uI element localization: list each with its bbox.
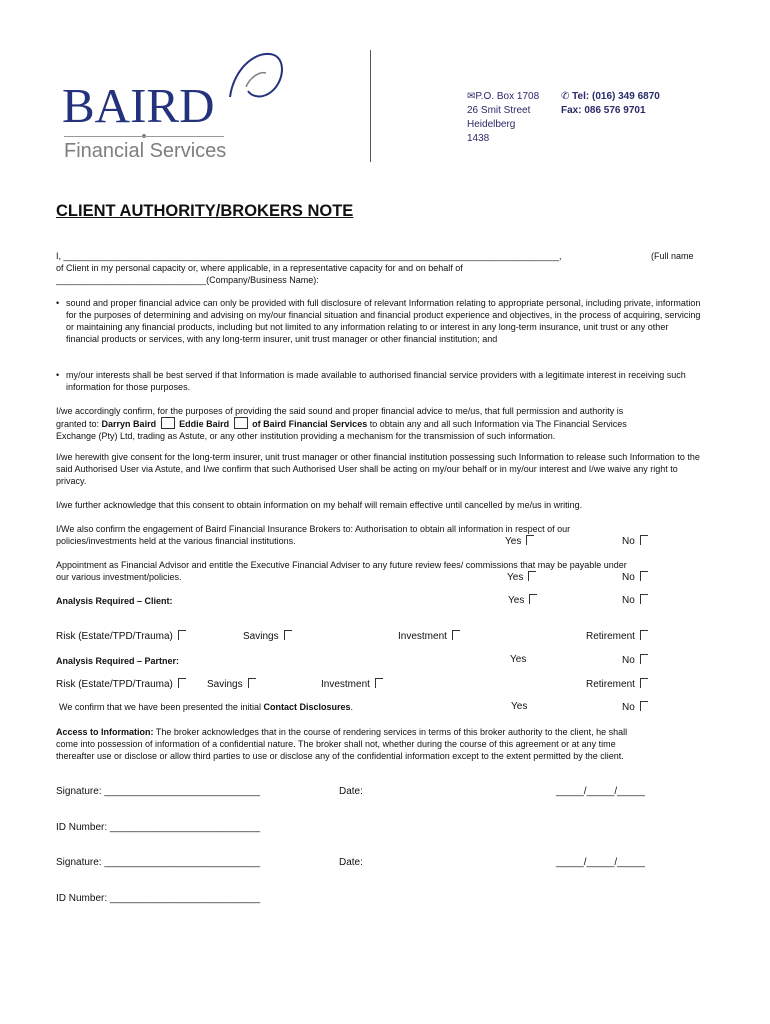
analysis-partner-no[interactable]: No: [622, 654, 648, 667]
checkbox-icon: [526, 535, 534, 545]
analysis-client-yes[interactable]: Yes: [508, 594, 537, 607]
disclosures-no[interactable]: No: [622, 701, 648, 714]
checkbox-icon: [528, 571, 536, 581]
fax: Fax: 086 576 9701: [561, 105, 646, 116]
bullet-2: • my/our interests shall be best served if that Information is made available to authorised financial service providers with a legitimate interest in receiving such information for those purposes.: [56, 370, 686, 392]
page-title: CLIENT AUTHORITY/BROKERS NOTE: [56, 202, 354, 220]
bullet-dot: •: [56, 298, 60, 308]
checkbox-icon: [452, 630, 460, 640]
darryn-baird: Darryn Baird: [101, 419, 157, 429]
engagement-yes[interactable]: Yes: [505, 535, 534, 548]
client-risk[interactable]: Risk (Estate/TPD/Trauma): [56, 630, 186, 643]
client-investment[interactable]: Investment: [398, 630, 460, 643]
logo-swirl-icon: [216, 47, 288, 109]
tel: ✆ Tel: (016) 349 6870: [561, 91, 660, 102]
intro-line-3: ______________________________(Company/Business Name):: [56, 275, 319, 285]
date-1-field[interactable]: _____/_____/_____: [556, 786, 645, 797]
checkbox-icon: [640, 701, 648, 711]
acknowledge-paragraph: I/we further acknowledge that this consent to obtain information on my behalf will remain effective until cancelled by me/us in writing.: [56, 500, 583, 510]
signature-1-field[interactable]: Signature: ____________________________: [56, 786, 261, 797]
partner-retirement[interactable]: Retirement: [586, 678, 648, 691]
appointment: Appointment as Financial Advisor and entitle the Executive Financial Adviser to any future review fees/ commissions that may be payable under our various investment/policies.: [56, 560, 627, 582]
access-info: Access to Information: The broker acknowledges that in the course of rendering services in terms of this broker authority to the client, he shall come into possession of information of a confidential nature. The broker shall not, whether during the course of this agreement or at any time thereafter use or disclose or allow third parties to use or disclose any of the confidential information except to the extent permitted by the client.: [56, 727, 628, 761]
darryn-checkbox[interactable]: [161, 417, 175, 429]
disclosures: We confirm that we have been presented the initial Contact Disclosures.: [59, 702, 354, 712]
analysis-partner-label: Analysis Required – Partner:: [56, 656, 180, 666]
date-2-field[interactable]: _____/_____/_____: [556, 857, 645, 868]
checkbox-icon: [284, 630, 292, 640]
checkbox-icon: [375, 678, 383, 688]
logo-subtitle: Financial Services: [64, 140, 227, 162]
analysis-partner-yes[interactable]: Yes: [510, 654, 527, 665]
bullet-1: • sound and proper financial advice can only be provided with full disclosure of relevant Information relating to appropriate personal, including private, information for the purposes of determining and advising on my/our financial situation and financial product experience and objectives, in the process of acquiring, servicing or maintaining any financial products, including but not limited to any information relating to or interest in any long-term insurance, unit trust or any other financial products or services, with any long-term insurer, unit trust manager or other financial institution; and: [56, 298, 701, 344]
checkbox-icon: [640, 594, 648, 604]
engagement-no[interactable]: No: [622, 535, 648, 548]
id-2-field[interactable]: ID Number: ___________________________: [56, 893, 261, 904]
disclosures-yes[interactable]: Yes: [511, 701, 528, 712]
checkbox-icon: [529, 594, 537, 604]
address-block: [467, 90, 570, 146]
appointment-yes[interactable]: Yes: [507, 571, 536, 584]
po-box: ✉P.O. Box 1708: [467, 91, 540, 102]
date-1-label: Date:: [339, 786, 363, 797]
contact-block: [561, 90, 681, 118]
eddie-checkbox[interactable]: [234, 417, 248, 429]
street: 26 Smit Street: [467, 105, 531, 116]
partner-risk[interactable]: Risk (Estate/TPD/Trauma): [56, 678, 186, 691]
intro-line-1: I, ___________________________________________________________________________________________________, (Full name: [56, 251, 694, 261]
id-1-field[interactable]: ID Number: ___________________________: [56, 822, 261, 833]
bullet-dot: •: [56, 370, 60, 380]
checkbox-icon: [178, 678, 186, 688]
partner-savings[interactable]: Savings: [207, 678, 256, 691]
checkbox-icon: [640, 678, 648, 688]
checkbox-icon: [640, 571, 648, 581]
signature-2-field[interactable]: Signature: ____________________________: [56, 857, 261, 868]
checkbox-icon: [248, 678, 256, 688]
suburb: Heidelberg: [467, 119, 516, 130]
intro-line-2: of Client in my personal capacity or, where applicable, in a representative capacity for and on behalf of: [56, 263, 463, 273]
checkbox-icon: [640, 535, 648, 545]
client-savings[interactable]: Savings: [243, 630, 292, 643]
header-divider: [370, 50, 371, 162]
appointment-no[interactable]: No: [622, 571, 648, 584]
phone-icon: ✆: [561, 91, 570, 102]
logo-name: BAIRD: [62, 78, 215, 133]
postal-code: 1438: [467, 133, 490, 144]
checkbox-icon: [178, 630, 186, 640]
checkbox-icon: [640, 630, 648, 640]
eddie-baird: Eddie Baird: [179, 419, 230, 429]
engagement: I/We also confirm the engagement of Baird Financial Insurance Brokers to: Authorisation to obtain all information in respect of our policies/investments held at the various financial institutions.: [56, 524, 571, 546]
checkbox-icon: [640, 654, 648, 664]
date-2-label: Date:: [339, 857, 363, 868]
intro: [56, 250, 702, 286]
envelope-icon: ✉: [467, 91, 476, 102]
consent-paragraph: I/we herewith give consent for the long-term insurer, unit trust manager or other financial institution possessing such Information to release such Information to the said Authorised User via Astute, and I/we confirm that such Authorised User shall be acting on my/our behalf or in my/our interest and I/we waive any right to privacy.: [56, 452, 700, 486]
analysis-client-no[interactable]: No: [622, 594, 648, 607]
partner-investment[interactable]: Investment: [321, 678, 383, 691]
logo-underline: [64, 136, 224, 137]
confirm-paragraph: I/we accordingly confirm, for the purposes of providing the said sound and proper financial advice to me/us, that full permission and authority is granted to: Darryn Baird Eddie Baird of Baird Financial Services to obtain any and all such Information via The Financial Services Exchange (Pty) Ltd, trading as Astute, or any other institution providing a mechanism for the transmission of such information.: [56, 406, 627, 441]
analysis-client-label: Analysis Required – Client:: [56, 596, 173, 606]
client-retirement[interactable]: Retirement: [586, 630, 648, 643]
